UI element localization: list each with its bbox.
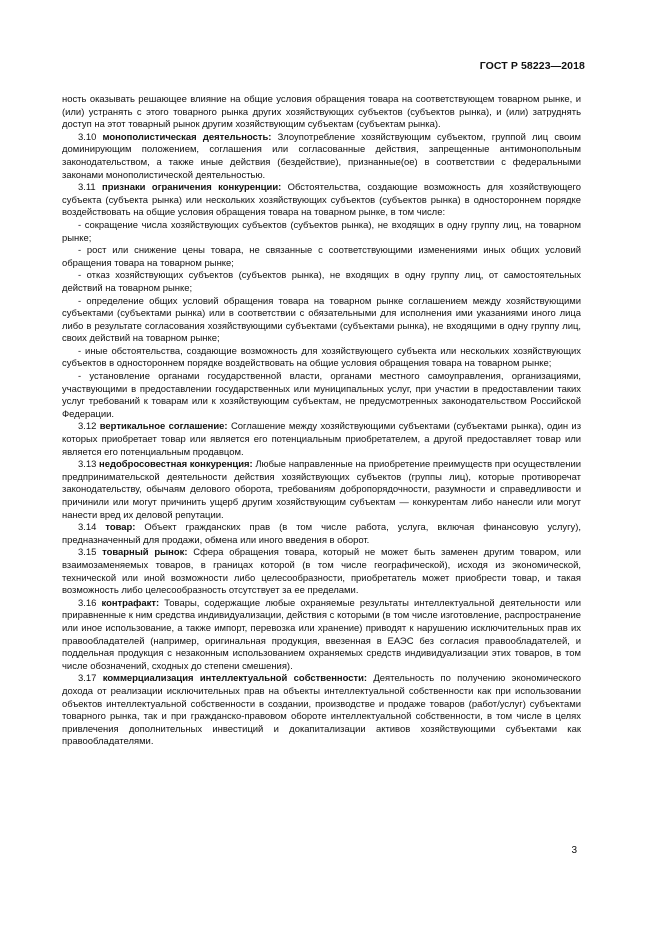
definition-text: Злоупотребление хозяйствующим субъектом, группой лиц своим доминирующим положением, соглашения или согласованные действия, запрещенные антимонопольным законодательством, а также иные действия (бездействие), признанные(ое) в соответствии с федеральными законами монополистической деятельностью. <box>62 131 582 181</box>
clause-number: 3.14 <box>78 522 97 534</box>
paragraph-continuation: ность оказывать решающее влияние на общие условия обращения товара на соответствующем товарном рынке, и (или) устранять с этого товарного рынка других хозяйствующих субъектов (субъектов рынка), и (или) затруднять доступ на этот товарный рынок другим хозяйствующим субъектам (субъектам рынка). <box>62 94 581 131</box>
list-item: - определение общих условий обращения товара на товарном рынке соглашением между хозяйствующими субъектами (субъектами рынка) или в соответствии с обязательными для исполнения ими указаниями иного лица либо в результате согласования хозяйствующими субъектами (субъектами рынка), не входящими в одну группу лиц, своих действий на товарном рынке; <box>62 295 581 345</box>
list-item: - установление органами государственной власти, органами местного самоуправления, организациями, участвующими в предоставлении государственных или муниципальных услуг, при участии в предоставлении таких услуг требований к товарам или к хозяйствующим субъектам, не предусмотренных законодательством Российской Федерации. <box>62 371 581 420</box>
definition-text: Сфера обращения товара, который не может быть заменен другим товаром, или взаимозаменяемых товаров, в границах которой (в том числе географической), исходя из экономической, технической или иной возможности либо целесообразности, приобретатель может приобрести товар, и такая возможность либо целесообразность отсутствует за ее пределами. <box>62 547 582 597</box>
definition-3-16 <box>62 598 581 674</box>
clause-number: 3.16 <box>78 597 97 609</box>
term: вертикальное соглашение: <box>99 421 228 433</box>
definition-3-10 <box>62 132 581 182</box>
term: недобросовестная конкуренция: <box>99 459 253 471</box>
list-item: - иные обстоятельства, создающие возможность для хозяйствующего субъекта или нескольких хозяйствующих субъектов в одностороннем порядке воздействовать на общие условия обращения товара на товарном рынке; <box>62 345 581 370</box>
definition-text: Товары, содержащие любые охраняемые результаты интеллектуальной деятельности или приравненные к ним средства индивидуализации, действия с которыми (в том числе изготовление, распространение или иное использование, а также импорт, перевозка или хранение) приводят к нарушению исключительных прав их правообладателей (например, оригинальная продукция, ввезенная в ЕАЭС без согласия правообладателей, и поддельная продукция с незаконным использованием охраняемых средств индивидуализации этих товаров, в том числе обозначений, сходных до степени смешения). <box>62 597 582 672</box>
definition-text: Деятельность по получению экономического дохода от реализации исключительных прав на объекты интеллектуальной собственности как при использовании объектов интеллектуальной собственности в создании, производстве и продаже товаров (работ/услуг) субъектами товарного рынка, так и при гражданско-правовом обороте интеллектуальной собственности, в том числе в целях привлечения дополнительных инвестиций и докапитализации активов хозяйствующими субъектами как правообладателями. <box>62 673 581 748</box>
definition-3-17 <box>62 673 581 749</box>
term: монополистическая деятельность: <box>102 131 272 143</box>
list-item: - рост или снижение цены товара, не связанные с соответствующими изменениями иных общих условий обращения товара на товарном рынке; <box>62 245 581 269</box>
definition-3-13 <box>62 459 581 522</box>
definition-text: Соглашение между хозяйствующими субъектами (субъектами рынка), один из которых приобретает товар или является его потенциальным приобретателем, а другой предоставляет товар или является его потенциальным продавцом. <box>62 421 582 458</box>
clause-number: 3.13 <box>78 459 97 471</box>
clause-number: 3.17 <box>78 673 97 685</box>
definition-text: Любые направленные на приобретение преимуществ при осуществлении предпринимательской деятельности действия хозяйствующих субъектов (группы лиц), которые противоречат законодательству, обычаям делового оборота, требованиям добропорядочности, разумности и справедливости и причинили или могут причинить ущерб другим хозяйствующим субъектам — конкурентам либо нанесли или могут нанести вред их деловой репутации. <box>62 459 581 521</box>
list-item: - сокращение числа хозяйствующих субъектов (субъектов рынка), не входящих в одну группу лиц, на товарном рынке; <box>62 219 581 244</box>
definition-3-14 <box>62 522 581 547</box>
clause-number: 3.12 <box>78 421 97 433</box>
definition-3-11 <box>62 182 581 220</box>
definition-text: Обстоятельства, создающие возможность для хозяйствующего субъекта (субъекта рынка) или нескольких хозяйствующих субъектов (субъектов рынка) в одностороннем порядке воздействовать на общие условия обращения товара на товарном рынке, в том числе: <box>62 182 582 219</box>
document-body <box>62 94 581 749</box>
term: товар: <box>105 522 136 534</box>
page-number: 3 <box>571 845 577 856</box>
term: признаки ограничения конкуренции: <box>102 182 282 194</box>
definition-3-15 <box>62 547 581 597</box>
clause-number: 3.11 <box>78 182 96 194</box>
term: коммерциализация интеллектуальной собственности: <box>102 673 368 685</box>
definition-text: Объект гражданских прав (в том числе работа, услуга, включая финансовую услугу), предназначенный для продажи, обмена или иного введения в оборот. <box>62 522 582 546</box>
term: товарный рынок: <box>102 547 188 559</box>
clause-number: 3.10 <box>78 131 97 143</box>
term: контрафакт: <box>101 597 160 609</box>
document-header: ГОСТ Р 58223—2018 <box>479 60 585 72</box>
list-item: - отказ хозяйствующих субъектов (субъектов рынка), не входящих в одну группу лиц, от самостоятельных действий на товарном рынке; <box>62 270 581 294</box>
definition-3-12 <box>62 421 581 459</box>
clause-number: 3.15 <box>78 547 97 559</box>
